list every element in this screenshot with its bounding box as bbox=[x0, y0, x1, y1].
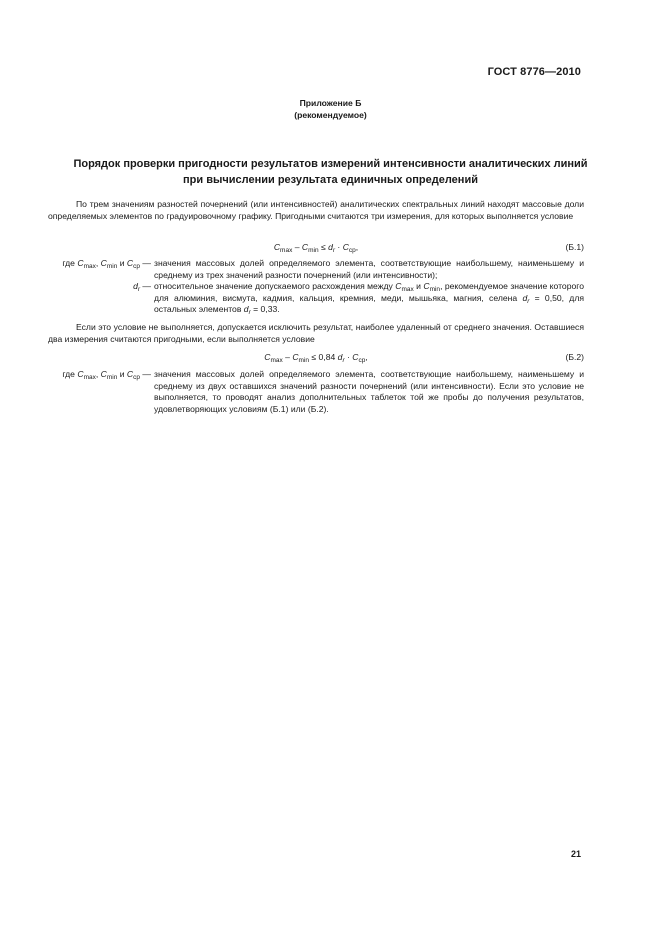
definition-term: где $C_{max}$, $C_{min}$ и $C_{ср}$ — bbox=[62, 258, 151, 270]
definitions-2 bbox=[48, 369, 584, 415]
formula-b1-number: (Б.1) bbox=[565, 242, 584, 252]
formula-b1 bbox=[48, 242, 584, 254]
definition-term: где $C_{max}$, $C_{min}$ и $C_{ср}$ — bbox=[62, 369, 151, 381]
definition-text: относительное значение допускаемого расхождения между $C_{max}$ и $C_{min}$, рекомендуемое значение которого для алюминия, висмута, кадмия, кальция, кремния, меди, мышьяка, магния, селена $d_r = 0,50$, для остальных элементов $d_r = 0,33$. bbox=[154, 281, 584, 316]
standard-designation: ГОСТ 8776—2010 bbox=[487, 66, 581, 78]
definition-c-values-2 bbox=[48, 369, 584, 415]
title-line-1: Порядок проверки пригодности результатов измерений интенсивности аналитических линий bbox=[73, 158, 588, 170]
intro-paragraph: По трем значениям разностей почернений (или интенсивностей) аналитических спектральных линий находят массовые доли определяемых элементов по градуировочному графику. Пригодными считаются три измерения, для которых выполняется условие bbox=[48, 199, 584, 221]
appendix-label: Приложение Б bbox=[299, 98, 362, 108]
condition-paragraph: Если это условие не выполняется, допускается исключить результат, наиболее удаленный от среднего значения. Оставшиеся два измерения считаются пригодными, если выполняется условие bbox=[48, 322, 584, 344]
appendix-status: (рекомендуемое) bbox=[294, 110, 367, 120]
page-number: 21 bbox=[570, 849, 581, 859]
formula-b2 bbox=[48, 352, 584, 364]
title-line-2: при вычислении результата единичных определений bbox=[183, 174, 478, 186]
definition-c-values-1 bbox=[48, 258, 584, 281]
definition-text: значения массовых долей определяемого элемента, соответствующие наибольшему, наименьшему и среднему из трех значений разности почернений (или интенсивности); bbox=[154, 258, 584, 280]
formula-b1-expression: $C_{max} - C_{min} \le d_r \cdot C_{ср}$, bbox=[273, 242, 359, 254]
definitions-1 bbox=[48, 258, 584, 316]
formula-b2-expression: $C_{max} - C_{min} \le 0,84$ $d_r \cdot C_{ср}$, bbox=[264, 352, 368, 364]
definition-term: $d_r$ — bbox=[133, 281, 151, 293]
formula-b2-number: (Б.2) bbox=[565, 352, 584, 362]
definition-text: значения массовых долей определяемого элемента, соответствующие наибольшему, наименьшему и среднему из двух оставшихся значений разности почернений (или интенсивности). Если это условие не выполняется, то проводят анализ дополнительных таблеток той же пробы до получения результатов, удовлетворяющих условиям (Б.1) или (Б.2). bbox=[154, 369, 584, 414]
definition-d-r bbox=[48, 281, 584, 316]
page-title bbox=[40, 156, 621, 188]
